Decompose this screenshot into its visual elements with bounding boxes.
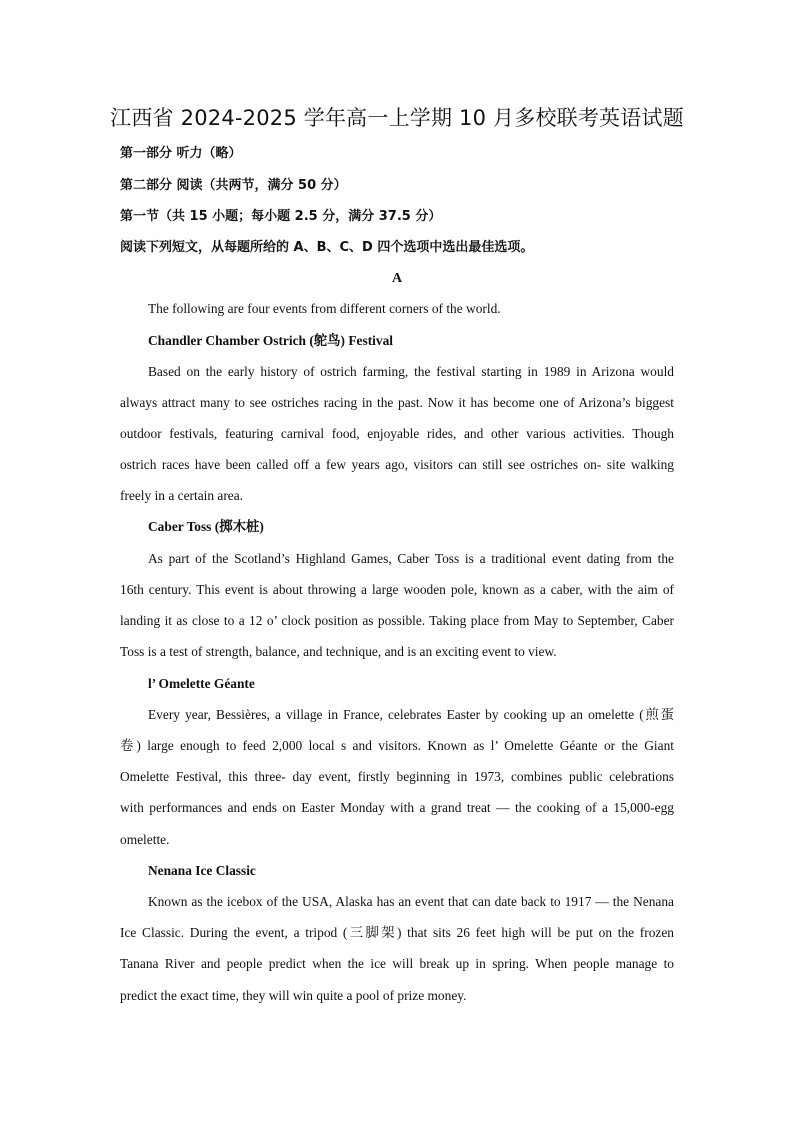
event-line: Ice Classic. During the event, a tripod (三脚架) that sits 26 feet high will be put on the frozen xyxy=(120,925,674,940)
instruction-text: 阅读下列短文，从每题所给的 A、B、C、D 四个选项中选出最佳选项。 xyxy=(120,240,534,255)
event-heading-caber-toss: Caber Toss (掷木桩) xyxy=(148,519,264,534)
section1-label: 第一节（共 15 小题；每小题 2.5 分，满分 37.5 分） xyxy=(120,209,442,224)
event-heading-omelette: l’ Omelette Géante xyxy=(148,676,255,691)
event-heading-nenana: Nenana Ice Classic xyxy=(148,863,256,878)
event-line: Every year, Bessières, a village in France, celebrates Easter by cooking up an omelette (煎蛋 xyxy=(148,707,674,722)
event-line: ostrich races have been called off a few years ago, visitors can still see ostriches on- site walking xyxy=(120,457,674,472)
event-line: predict the exact time, they will win quite a pool of prize money. xyxy=(120,988,467,1003)
event-line: Tanana River and people predict when the ice will break up in spring. When people manage to xyxy=(120,956,674,971)
passage-letter: A xyxy=(391,271,403,286)
event-line: 卷) large enough to feed 2,000 local s and visitors. Known as l’ Omelette Géante or the Giant xyxy=(120,738,674,753)
event-line: Omelette Festival, this three- day event, firstly beginning in 1973, combines public celebrations xyxy=(120,769,674,784)
event-line: outdoor festivals, featuring carnival food, enjoyable rides, and other various activities. Though xyxy=(120,426,674,441)
event-line: with performances and ends on Easter Monday with a grand treat — the cooking of a 15,000-egg xyxy=(120,800,674,815)
event-line: Toss is a test of strength, balance, and technique, and is an exciting event to view. xyxy=(120,644,557,659)
part1-label: 第一部分 听力（略） xyxy=(120,146,242,161)
event-line: freely in a certain area. xyxy=(120,488,244,503)
event-line: 16th century. This event is about throwing a large wooden pole, known as a caber, with the aim of xyxy=(120,582,674,597)
page-title: 江西省 2024-2025 学年高一上学期 10 月多校联考英语试题 xyxy=(110,106,684,130)
event-line: As part of the Scotland’s Highland Games, Caber Toss is a traditional event dating from the xyxy=(148,551,674,566)
event-line: always attract many to see ostriches racing in the past. Now it has become one of Arizona’s biggest xyxy=(120,395,674,410)
part2-label: 第二部分 阅读（共两节，满分 50 分） xyxy=(120,178,347,193)
event-heading-ostrich: Chandler Chamber Ostrich (鸵鸟) Festival xyxy=(148,333,393,348)
event-line: Known as the icebox of the USA, Alaska has an event that can date back to 1917 — the Nenana xyxy=(148,894,674,909)
event-line: landing it as close to a 12 o’ clock position as possible. Taking place from May to September, Caber xyxy=(120,613,674,628)
event-line: omelette. xyxy=(120,832,170,847)
event-line: Based on the early history of ostrich farming, the festival starting in 1989 in Arizona would xyxy=(148,364,674,379)
intro-line: The following are four events from different corners of the world. xyxy=(148,301,501,316)
